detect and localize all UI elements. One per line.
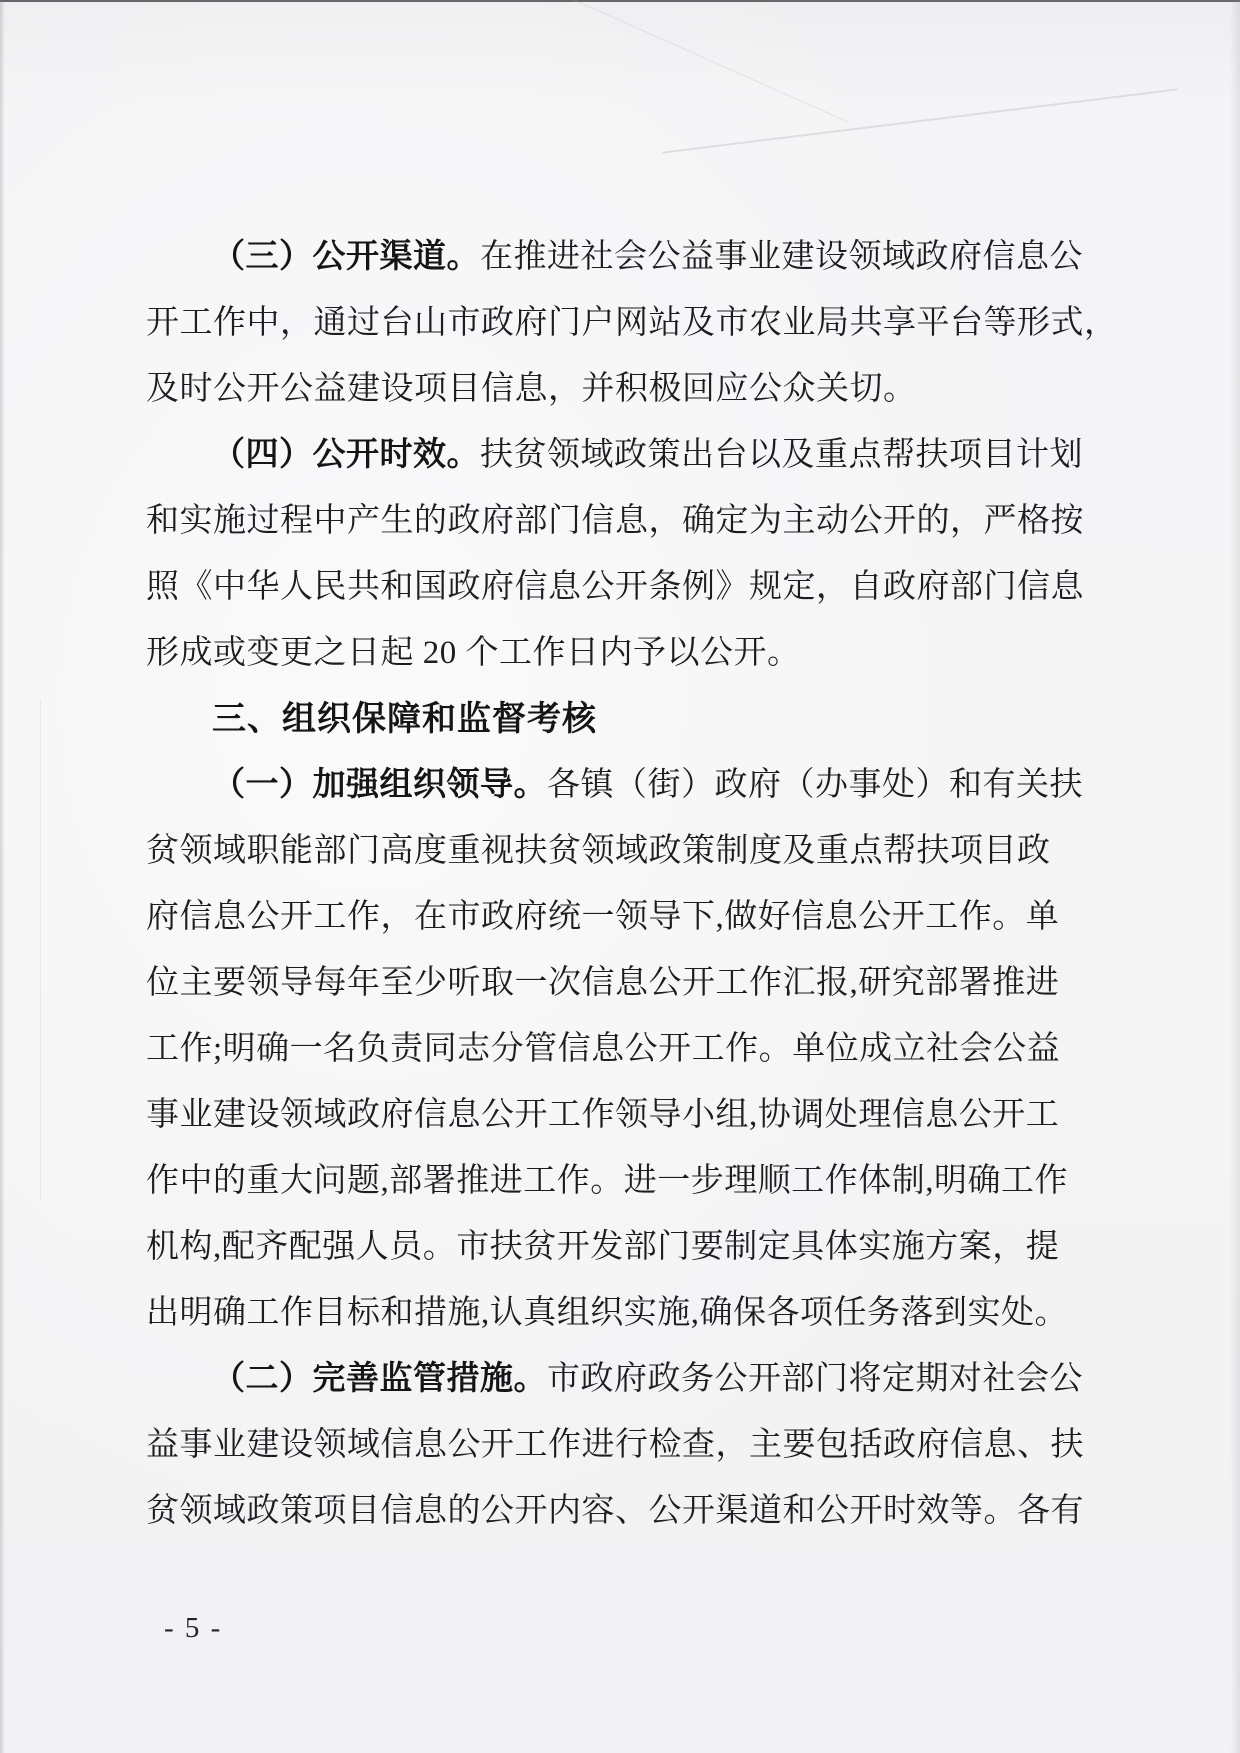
- scan-right-shadow: [1230, 0, 1240, 1753]
- paper-crease: [40, 700, 41, 1200]
- paragraph-lead: （四）公开时效。: [212, 437, 480, 473]
- line-text: 贫领域政策项目信息的公开内容、公开渠道和公开时效等。各有: [146, 1493, 1084, 1529]
- scan-top-edge: [0, 0, 1240, 2]
- document-line: [146, 1346, 1108, 1412]
- paragraph-lead: （二）完善监管措施。: [212, 1361, 547, 1397]
- paragraph-lead: （三）公开渠道。: [212, 239, 480, 275]
- document-line: [146, 554, 1108, 620]
- line-text: 在推进社会公益事业建设领域政府信息公: [480, 239, 1083, 275]
- document-line: [146, 488, 1108, 554]
- document-line: [146, 884, 1108, 950]
- document-line: [146, 1214, 1108, 1280]
- line-text: 益事业建设领域信息公开工作进行检查，主要包括政府信息、扶: [146, 1427, 1084, 1463]
- document-line: [146, 1082, 1108, 1148]
- line-text: 贫领域职能部门高度重视扶贫领域政策制度及重点帮扶项目政: [146, 833, 1051, 869]
- document-line: [146, 422, 1108, 488]
- line-text: 各镇（街）政府（办事处）和有关扶: [547, 767, 1083, 803]
- paragraph-lead: （一）加强组织领导。: [212, 767, 547, 803]
- line-text: 形成或变更之日起 20 个工作日内予以公开。: [146, 635, 801, 671]
- paper-crease: [573, 0, 847, 122]
- line-text: 和实施过程中产生的政府部门信息，确定为主动公开的，严格按: [146, 503, 1084, 539]
- line-text: 作中的重大问题,部署推进工作。进一步理顺工作体制,明确工作: [146, 1163, 1068, 1199]
- document-line: [146, 1478, 1108, 1544]
- document-line: [146, 224, 1108, 290]
- document-line: [146, 1016, 1108, 1082]
- document-line: [146, 290, 1118, 356]
- line-text: 事业建设领域政府信息公开工作领导小组,协调处理信息公开工: [146, 1097, 1060, 1133]
- line-text: 机构,配齐配强人员。市扶贫开发部门要制定具体实施方案，提: [146, 1229, 1060, 1265]
- scan-left-shadow: [0, 0, 5, 1753]
- section-heading: [146, 686, 1108, 752]
- line-text: 扶贫领域政策出台以及重点帮扶项目计划: [480, 437, 1083, 473]
- document-line: [146, 620, 1108, 686]
- line-text: 及时公开公益建设项目信息，并积极回应公众关切。: [146, 371, 917, 407]
- section-heading-text: 三、组织保障和监督考核: [212, 700, 597, 738]
- document-line: [146, 1412, 1108, 1478]
- document-line: [146, 752, 1108, 818]
- line-text: 市政府政务公开部门将定期对社会公: [547, 1361, 1083, 1397]
- paper-crease: [662, 88, 1178, 153]
- document-line: [146, 356, 1108, 422]
- line-text: 工作;明确一名负责同志分管信息公开工作。单位成立社会公益: [146, 1031, 1061, 1067]
- document-line: [146, 950, 1108, 1016]
- document-line: [146, 1280, 1108, 1346]
- line-text: 府信息公开工作，在市政府统一领导下,做好信息公开工作。单: [146, 899, 1060, 935]
- document-line: [146, 818, 1108, 884]
- line-text: 出明确工作目标和措施,认真组织实施,确保各项任务落到实处。: [146, 1295, 1068, 1331]
- line-text: 位主要领导每年至少听取一次信息公开工作汇报,研究部署推进: [146, 965, 1060, 1001]
- document-body: [146, 224, 1118, 1544]
- line-text: 开工作中，通过台山市政府门户网站及市农业局共享平台等形式，: [146, 305, 1118, 341]
- line-text: 照《中华人民共和国政府信息公开条例》规定，自政府部门信息: [146, 569, 1084, 605]
- page-number: - 5 -: [164, 1612, 223, 1644]
- document-line: [146, 1148, 1108, 1214]
